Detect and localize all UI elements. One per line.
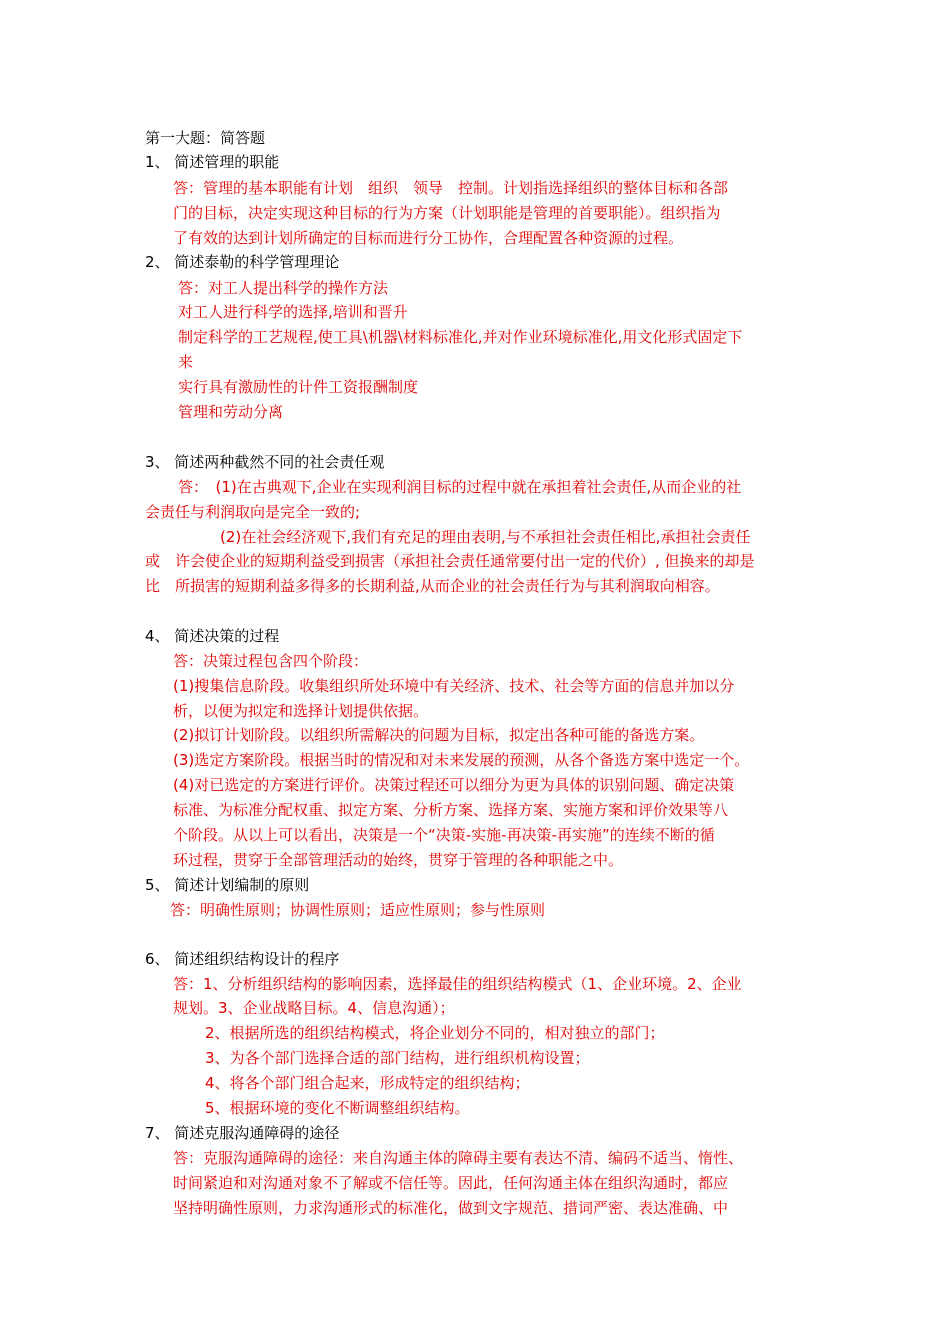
answer-1-line-1: 答：管理的基本职能有计划 组织 领导 控制。计划指选择组织的整体目标和各部 [173,179,729,197]
answer-4-line-5: (3)选定方案阶段。根据当时的情况和对未来发展的预测，从各个备选方案中选定一个。 [173,751,750,769]
answer-4-line-1: 答：决策过程包含四个阶段： [173,652,369,670]
section-title: 第一大题：简答题 [145,129,266,147]
answer-6-line-2: 规划。3、企业战略目标。4、信息沟通）； [173,999,455,1017]
answer-7-line-2: 时间紧迫和对沟通对象不了解或不信任等。因此，任何沟通主体在组织沟通时，都应 [173,1174,729,1192]
answer-4-line-6: (4)对已选定的方案进行评价。决策过程还可以细分为更为具体的识别问题、确定决策 [173,776,735,794]
answer-1-line-3: 了有效的达到计划所确定的目标而进行分工协作，合理配置各种资源的过程。 [173,229,684,247]
answer-4-line-7: 标准、为标准分配权重、拟定方案、分析方案、选择方案、实施方案和评价效果等八 [173,801,729,819]
answer-2-line-1: 答：对工人提出科学的操作方法 [178,279,389,297]
answer-2-line-5: 实行具有激励性的计件工资报酬制度 [178,378,419,396]
answer-4-line-3: 析，以便为拟定和选择计划提供依据。 [173,702,429,720]
answer-5-line-1: 答：明确性原则；协调性原则；适应性原则；参与性原则 [170,901,546,919]
question-2-label: 2、 简述泰勒的科学管理理论 [145,253,340,271]
answer-2-line-2: 对工人进行科学的选择,培训和晋升 [178,303,408,321]
answer-6-line-4: 3、为各个部门选择合适的部门结构，进行组织机构设置； [205,1049,590,1067]
question-7-label: 7、 简述克服沟通障碍的途径 [145,1124,340,1142]
answer-3-line-3: (2)在社会经济观下,我们有充足的理由表明,与不承担社会责任相比,承担社会责任 [220,528,751,546]
answer-6-line-5: 4、将各个部门组合起来，形成特定的组织结构； [205,1074,530,1092]
answer-7-line-1: 答：克服沟通障碍的途径：来自沟通主体的障碍主要有表达不清、编码不适当、惰性、 [173,1149,744,1167]
answer-3-line-1: 答： (1)在古典观下,企业在实现利润目标的过程中就在承担着社会责任,从而企业的社 [178,478,742,496]
question-3-label: 3、 简述两种截然不同的社会责任观 [145,453,385,471]
answer-2-line-3: 制定科学的工艺规程,使工具\机器\材料标准化,并对作业环境标准化,用文化形式固定下 [178,328,743,346]
answer-3-line-5: 比 所损害的短期利益多得多的长期利益,从而企业的社会责任行为与其利润取向相容。 [145,577,720,595]
question-5-label: 5、 简述计划编制的原则 [145,876,310,894]
answer-4-line-8: 个阶段。从以上可以看出，决策是一个“决策-实施-再决策-再实施”的连续不断的循 [173,826,715,844]
question-1-label: 1、 简述管理的职能 [145,153,280,171]
question-6-label: 6、 简述组织结构设计的程序 [145,950,340,968]
answer-6-line-6: 5、根据环境的变化不断调整组织结构。 [205,1099,470,1117]
answer-1-line-2: 门的目标，决定实现这种目标的行为方案（计划职能是管理的首要职能）。组织指为 [173,204,721,222]
answer-2-line-4: 来 [178,353,194,371]
answer-4-line-2: (1)搜集信息阶段。收集组织所处环境中有关经济、技术、社会等方面的信息并加以分 [173,677,735,695]
answer-3-line-2: 会责任与利润取向是完全一致的; [145,503,361,521]
answer-4-line-9: 环过程，贯穿于全部管理活动的始终，贯穿于管理的各种职能之中。 [173,851,624,869]
answer-4-line-4: (2)拟订计划阶段。以组织所需解决的问题为目标，拟定出各种可能的备选方案。 [173,726,705,744]
answer-3-line-4: 或 许会使企业的短期利益受到损害（承担社会责任通常要付出一定的代价）, 但换来的却是 [145,552,755,570]
answer-7-line-3: 坚持明确性原则，力求沟通形式的标准化，做到文字规范、措词严密、表达准确、中 [173,1199,729,1217]
question-4-label: 4、 简述决策的过程 [145,627,280,645]
answer-6-line-1: 答：1、分析组织结构的影响因素，选择最佳的组织结构模式（1、企业环境。2、企业 [173,975,742,993]
answer-6-line-3: 2、根据所选的组织结构模式，将企业划分不同的，相对独立的部门； [205,1024,665,1042]
answer-2-line-6: 管理和劳动分离 [178,403,284,421]
